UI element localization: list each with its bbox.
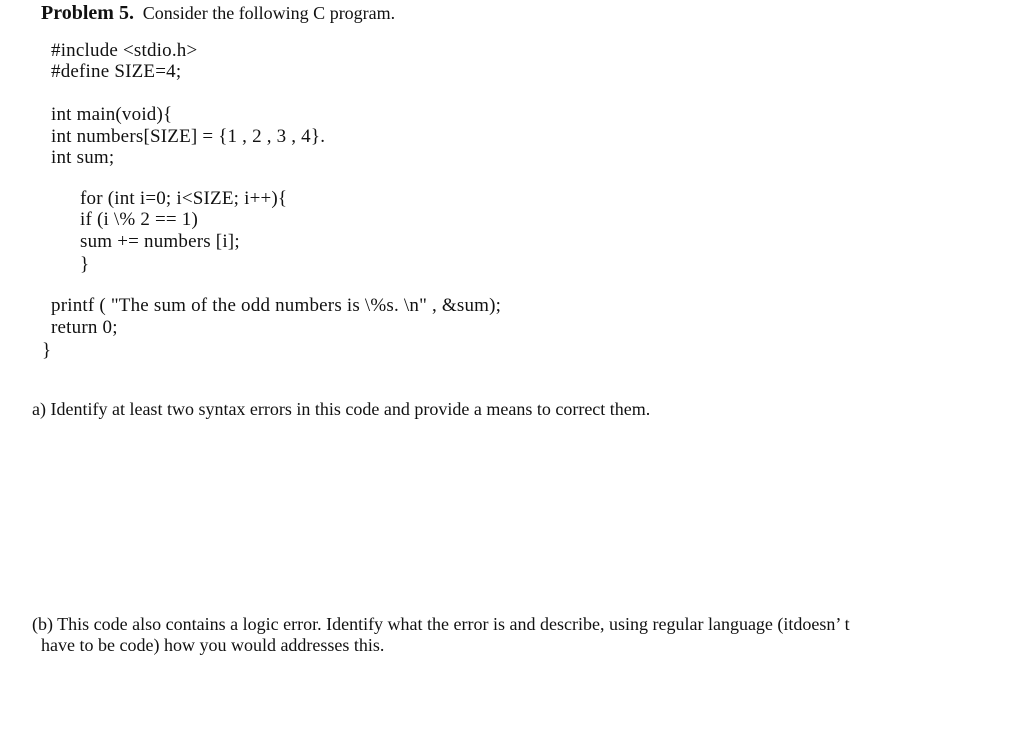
answer-space-a [32, 430, 992, 605]
answer-space-b [32, 665, 992, 745]
code-line-if: if (i \% 2 == 1) [80, 209, 199, 230]
code-line-array-decl: int numbers[SIZE] = {1 , 2 , 3 , 4}. [51, 126, 326, 147]
code-line-main: int main(void){ [51, 104, 173, 125]
problem-intro: Consider the following C program. [142, 3, 396, 23]
code-line-main-close: } [42, 340, 52, 361]
code-line-include: #include <stdio.h> [51, 40, 198, 61]
code-line-define: #define SIZE=4; [51, 61, 182, 82]
code-line-return: return 0; [51, 317, 118, 338]
code-line-printf: printf ( "The sum of the odd numbers is \%s. \n" , &sum); [51, 295, 502, 316]
question-a: a) Identify at least two syntax errors in this code and provide a means to correct them. [32, 399, 651, 419]
problem-label: Problem 5. [41, 2, 134, 24]
code-line-for: for (int i=0; i<SIZE; i++){ [80, 188, 288, 209]
code-line-for-close: } [80, 254, 90, 275]
code-line-sum-add: sum += numbers [i]; [80, 231, 240, 252]
problem-heading [41, 2, 395, 25]
question-b-line2: have to be code) how you would addresses this. [41, 635, 385, 655]
code-line-sum-decl: int sum; [51, 147, 115, 168]
question-b-line1: (b) This code also contains a logic error. Identify what the error is and describe, using regular language (itdoesn’ t [32, 614, 850, 634]
